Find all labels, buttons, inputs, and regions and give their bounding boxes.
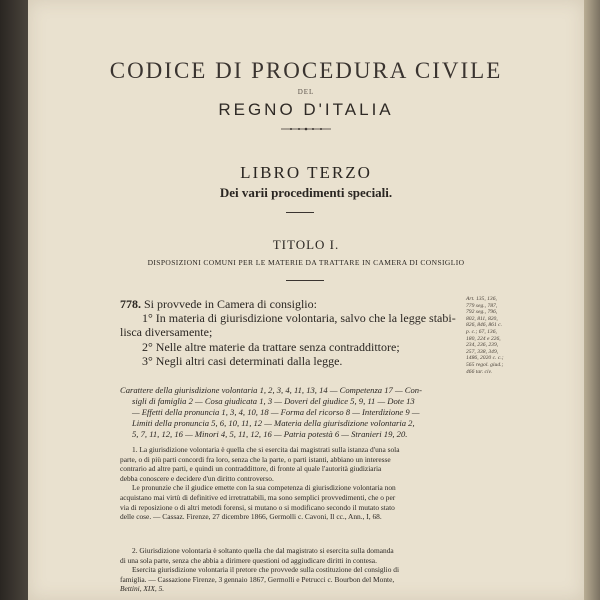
note-line: Esercita giurisdizione volontaria il pretore che provvede sulla costituzione del consiglio di: [132, 565, 400, 575]
margin-ref: 792 seg., 796,: [466, 309, 498, 316]
article-line: 778. Si provvede in Camera di consiglio:: [120, 297, 317, 311]
title-rule: [286, 280, 324, 281]
index-line: 5, 7, 11, 12, 16 — Minori 4, 5, 11, 12, 16 — Patria potestà 6 — Stranieri 19, 20.: [132, 429, 408, 439]
note-line: Bettini, XIX, 5.: [120, 584, 165, 594]
ornament-divider-icon: [281, 126, 331, 132]
margin-references: [466, 296, 536, 375]
margin-ref: 234, 236, 239,: [466, 342, 499, 349]
margin-ref: 180, 224 e 226,: [466, 335, 501, 342]
code-title: CODICE DI PROCEDURA CIVILE: [109, 58, 503, 83]
note-2: [120, 546, 456, 594]
margin-ref: 565 regol. giud.;: [466, 361, 504, 368]
note-line: di una sola parte, senza che abbia a dirimere questioni od aggiudicare diritti in contesa.: [120, 555, 377, 565]
index-line: Limiti della pronuncia 5, 6, 10, 11, 12 — Materia della giurisdizione volontaria 2,: [132, 418, 415, 428]
book-subtitle: Dei varii procedimenti speciali.: [219, 185, 393, 200]
margin-ref: 466 tar. civ.: [466, 368, 492, 375]
article-line: 1° In materia di giurisdizione volontaria, salvo che la legge stabi-: [142, 311, 456, 326]
note-line: debba conoscere e decidere d'un diritto controverso.: [120, 473, 274, 483]
note-line: delle cose. — Cassaz. Firenze, 27 dicembre 1866, Germolli c. Cavoni, Il cc., Ann., I, 68.: [120, 512, 382, 522]
title-subheading: DISPOSIZIONI COMUNI PER LE MATERIE DA TRATTARE IN CAMERA DI CONSIGLIO: [147, 258, 465, 267]
note-line: famiglia. — Cassazione Firenze, 3 gennaio 1867, Germolli e Petrucci c. Bourbon del Monte,: [120, 574, 395, 584]
article-line: 2° Nelle altre materie da trattare senza contraddittore;: [142, 339, 400, 354]
index-line: Carattere della giurisdizione volontaria 1, 2, 3, 4, 11, 13, 14 — Competenza 17 — Con-: [120, 385, 422, 395]
margin-ref: 1486, 2020 c. c.;: [466, 355, 504, 362]
del-label: DEL: [297, 88, 315, 96]
note-line: Le pronunzie che il giudice emette con la sua competenza di giurisdizione volontaria non: [132, 483, 396, 493]
book-page: [28, 0, 584, 600]
note-line: acquistano mai virtù di definitive ed irretrattabili, ma sono semplici provvedimenti, che o per: [120, 492, 396, 502]
book-title: LIBRO TERZO: [240, 163, 372, 182]
margin-ref: 802, 811, 820,: [466, 315, 498, 322]
note-line: 1. La giurisdizione volontaria è quella che si esercita dai magistrati sulla istanza d'una sola: [132, 445, 400, 454]
section-rule: [286, 212, 314, 213]
note-line: via di reposizione o di altri metodi forensi, si mutano o si modificano secondo il mutato stato: [120, 502, 395, 512]
kingdom-title: REGNO D'ITALIA: [218, 100, 394, 119]
margin-ref: 779 seg., 787,: [466, 302, 498, 309]
index-line: sigli di famiglia 2 — Cosa giudicata 1, 3 — Doveri del giudice 5, 9, 11 — Dote 13: [132, 396, 415, 406]
article-line: lisca diversamente;: [120, 325, 213, 340]
note-line: parte, o di più parti concordi fra loro, senza che la parte, o parti istanti, abbiano un interesse: [120, 454, 391, 464]
index-line: — Effetti della pronuncia 1, 3, 4, 10, 18 — Forma del ricorso 8 — Interdizione 9 —: [132, 407, 420, 417]
title-heading: TITOLO I.: [272, 237, 340, 252]
article-778: [120, 297, 456, 368]
margin-ref: p. c.; 67, 136,: [466, 328, 497, 335]
article-line: 3° Negli altri casi determinati dalla legge.: [142, 353, 343, 368]
article-number: 778.: [120, 297, 141, 311]
page-edge: [584, 0, 600, 600]
note-1: [120, 445, 456, 522]
note-line: contrario ad altre parti, e quindi un contraddittore, di fronte al quale l'autorità giudiziaria: [120, 464, 382, 474]
margin-ref: Art. 135, 136,: [466, 296, 497, 302]
note-line: 2. Giurisdizione volontaria è soltanto quella che dal magistrato si esercita sulla domanda: [132, 546, 394, 555]
book-spine-shadow: [0, 0, 28, 600]
margin-ref: 257, 338, 349,: [466, 348, 499, 355]
characteristics-index: [120, 385, 456, 440]
margin-ref: 826, 846, 861 c.: [466, 322, 503, 329]
